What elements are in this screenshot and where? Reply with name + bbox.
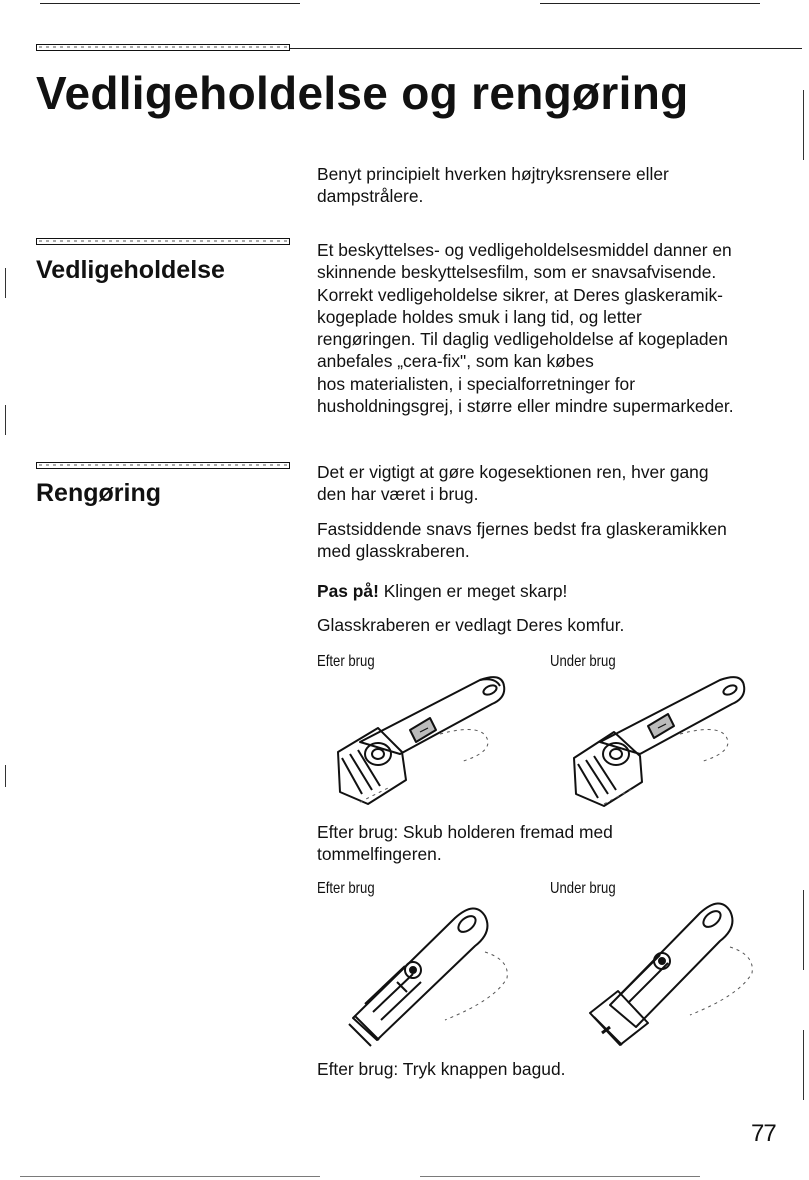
heading-maintenance: Vedligeholdelse [36, 256, 225, 284]
top-rule-1 [40, 3, 300, 4]
maintenance-line: hos materialisten, i specialforretninger for [317, 373, 636, 394]
fig1-note-line: Efter brug: Skub holderen fremad med [317, 822, 613, 842]
fig2-caption-right: Under brug [550, 880, 616, 897]
maintenance-line: rengøringen. Til daglig vedligeholdelse af kogepladen [317, 329, 728, 350]
fig1-caption-left: Efter brug [317, 653, 375, 670]
right-edge-line-2 [803, 890, 804, 970]
scraper-note: Glasskraberen er vedlagt Deres komfur. [317, 615, 625, 635]
cleaning-line: Det er vigtigt at gøre kogesektionen ren, hver gang [317, 462, 709, 482]
cleaning-paragraph-1 [317, 461, 792, 506]
heading-cleaning: Rengøring [36, 479, 161, 507]
maintenance-line: kogeplade holdes smuk i lang tid, og letter [317, 306, 642, 327]
top-rule-2 [540, 3, 760, 4]
maintenance-line: skinnende beskyttelsesfilm, som er snavsafvisende. [317, 262, 717, 283]
fig1-caption-right: Under brug [550, 653, 616, 670]
bottom-rule-1 [20, 1176, 320, 1177]
margin-tick [5, 268, 6, 298]
title-bar-left [36, 44, 290, 51]
scraper-illustration-top-open [580, 895, 780, 1055]
cleaning-line: Fastsiddende snavs fjernes bedst fra glaskeramikken [317, 519, 727, 539]
margin-tick [5, 405, 6, 435]
scraper-illustration-closed [320, 672, 520, 812]
maintenance-line: anbefales „cera-fix", som kan købes [317, 351, 594, 372]
maintenance-line: husholdningsgrej, i større eller mindre supermarkeder. [317, 396, 734, 417]
fig2-note: Efter brug: Tryk knappen bagud. [317, 1059, 566, 1079]
warning-label: Pas på! [317, 581, 379, 601]
bottom-rule-2 [420, 1176, 700, 1177]
warning-text: Klingen er meget skarp! [378, 581, 568, 601]
scraper-illustration-top-closed [335, 900, 535, 1050]
fig1-note [317, 821, 792, 866]
scraper-illustration-open [560, 672, 760, 812]
maintenance-paragraph [317, 239, 792, 417]
page-number: 77 [751, 1120, 776, 1147]
right-edge-line-3 [803, 1030, 804, 1100]
intro-line: dampstrålere. [317, 186, 424, 207]
cleaning-line: den har været i brug. [317, 484, 479, 505]
page-title: Vedligeholdelse og rengøring [36, 67, 689, 119]
fig2-caption-left: Efter brug [317, 880, 375, 897]
fig1-note-line: tommelfingeren. [317, 844, 442, 865]
cleaning-line: med glasskraberen. [317, 541, 470, 562]
right-edge-line-1 [803, 90, 804, 160]
cleaning-paragraph-2 [317, 518, 792, 563]
intro-line: Benyt principielt hverken højtryksrensere eller [317, 164, 669, 184]
intro-paragraph [317, 163, 792, 208]
maintenance-line: Korrekt vedligeholdelse sikrer, at Deres glaskeramik- [317, 284, 723, 305]
margin-tick [5, 765, 6, 787]
section-bar-maintenance [36, 238, 290, 245]
title-rule [290, 48, 802, 49]
maintenance-line: Et beskyttelses- og vedligeholdelsesmiddel danner en [317, 240, 732, 260]
warning-paragraph [317, 580, 792, 602]
section-bar-cleaning [36, 462, 290, 469]
